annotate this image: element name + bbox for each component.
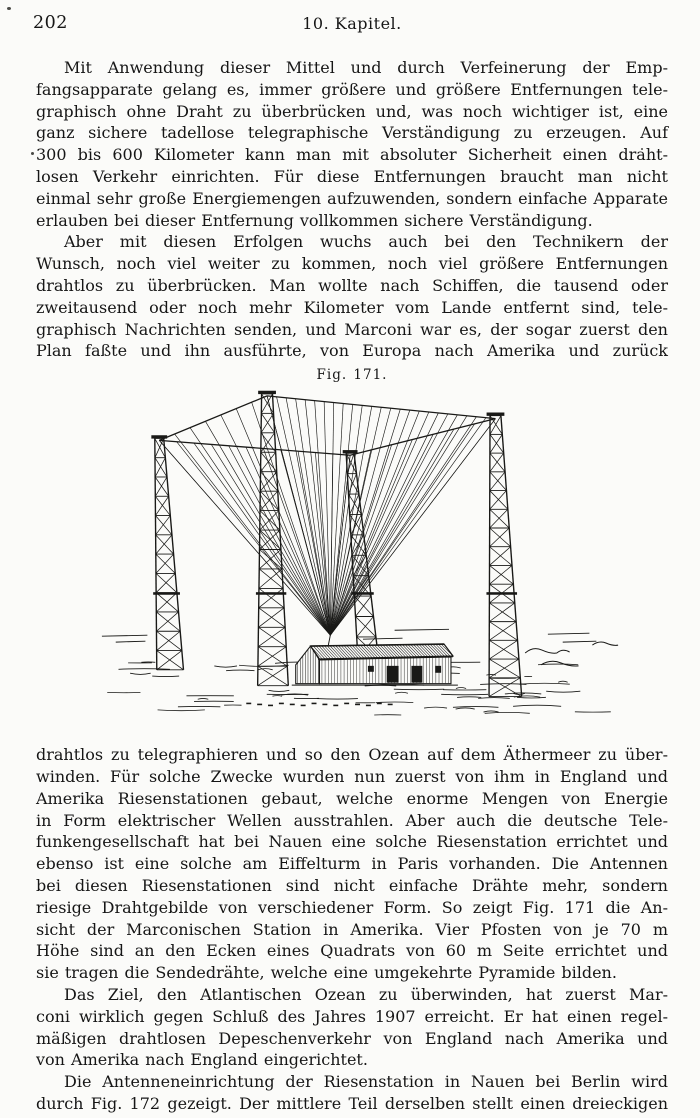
- text-line: Mit Anwendung dieser Mittel und durch Verfeinerung der Emp-: [64, 58, 668, 77]
- antenna-wires: [159, 396, 495, 645]
- text-line: Die Antenneneinrichtung der Riesenstation in Nauen bei Berlin wird: [64, 1072, 668, 1092]
- text-line: erlauben bei dieser Entfernung vollkommen sichere Verständigung.: [36, 210, 593, 230]
- figure-caption: Fig. 171.: [316, 367, 388, 384]
- paragraph-2: [36, 231, 668, 362]
- paragraph-5: [36, 1071, 668, 1115]
- text-line: Aber mit diesen Erfolgen wuchs auch bei den Technikern der: [64, 232, 668, 252]
- page-header: [33, 13, 668, 35]
- text-line: mäßigen drahtlosen Depeschenverkehr von England nach Amerika und: [36, 1028, 668, 1048]
- page-number: 202: [33, 13, 68, 33]
- text-line: durch Fig. 172 gezeigt. Der mittlere Teil derselben stellt einen dreieckigen: [36, 1093, 668, 1113]
- text-line: graphisch Nachrichten senden, und Marconi war es, der sogar zuerst den: [36, 319, 668, 339]
- paragraph-4: [36, 984, 668, 1071]
- paragraph-3: [36, 744, 668, 984]
- text-line: coni wirklich gegen Schluß des Jahres 1907 erreicht. Er hat einen regel-: [36, 1006, 668, 1026]
- scan-speck: [31, 152, 34, 155]
- figure-171: [36, 366, 668, 742]
- text-line: losen Verkehr einrichten. Für diese Entfernungen braucht man nicht: [36, 166, 668, 186]
- body-text: [36, 57, 668, 1115]
- text-line: einmal sehr große Energiemengen aufzuwenden, sondern einfache Apparate: [36, 188, 668, 208]
- text-line: Das Ziel, den Atlantischen Ozean zu überwinden, hat zuerst Mar-: [64, 984, 668, 1004]
- text-line: fangsapparate gelang es, immer größere und größere Entfernungen tele-: [36, 79, 668, 99]
- text-line: ebenso ist eine solche am Eiffelturm in Paris vorhanden. Die Antennen: [36, 854, 668, 874]
- text-line: sie tragen die Sendedrähte, welche eine umgekehrte Pyramide bilden.: [36, 963, 617, 983]
- chapter-title: 10. Kapitel.: [302, 14, 402, 33]
- text-line: ganz sichere tadellose telegraphische Verständigung zu erzeugen. Auf: [36, 123, 668, 143]
- text-line: von Amerika nach England eingerichtet.: [36, 1050, 368, 1070]
- antenna-station-illustration: [95, 386, 625, 742]
- text-line: sicht der Marconischen Station in Amerika. Vier Pfosten von je 70 m: [36, 919, 668, 939]
- text-line: drahtlos zu überbrücken. Man wollte nach Schiffen, die tausend oder: [36, 275, 668, 295]
- text-line: funkengesellschaft hat bei Nauen eine solche Riesenstation errichtet und: [36, 832, 668, 852]
- text-line: drahtlos zu telegraphieren und so den Ozean auf dem Äthermeer zu über-: [36, 745, 668, 765]
- text-line: Wunsch, noch viel weiter zu kommen, noch viel größere Entfernungen: [36, 254, 668, 274]
- station-hut: [292, 644, 458, 685]
- text-line: zweitausend oder noch mehr Kilometer vom Lande entfernt sind, tele-: [36, 297, 668, 317]
- scan-speck: [7, 7, 11, 10]
- text-line: in Form elektrischer Wellen ausstrahlen. Aber auch die deutsche Tele-: [36, 810, 668, 830]
- text-line: riesige Drahtgebilde von verschiedener Form. So zeigt Fig. 171 die An-: [36, 897, 668, 917]
- paragraph-1: [36, 57, 668, 231]
- text-line: Plan faßte und ihn ausführte, von Europa nach Amerika und zurück: [36, 341, 668, 361]
- text-line: Amerika Riesenstationen gebaut, welche enorme Mengen von Energie: [36, 788, 668, 808]
- text-line: graphisch ohne Draht zu überbrücken und, was noch wichtiger ist, eine: [36, 101, 668, 121]
- text-line: 300 bis 600 Kilometer kann man mit absoluter Sicherheit einen draht-: [36, 145, 668, 165]
- text-line: winden. Für solche Zwecke wurden nun zuerst von ihm in England und: [36, 766, 668, 786]
- text-line: Höhe sind an den Ecken eines Quadrats von 60 m Seite errichtet und: [36, 941, 668, 961]
- text-line: bei diesen Riesenstationen sind nicht einfache Drähte mehr, sondern: [36, 875, 668, 895]
